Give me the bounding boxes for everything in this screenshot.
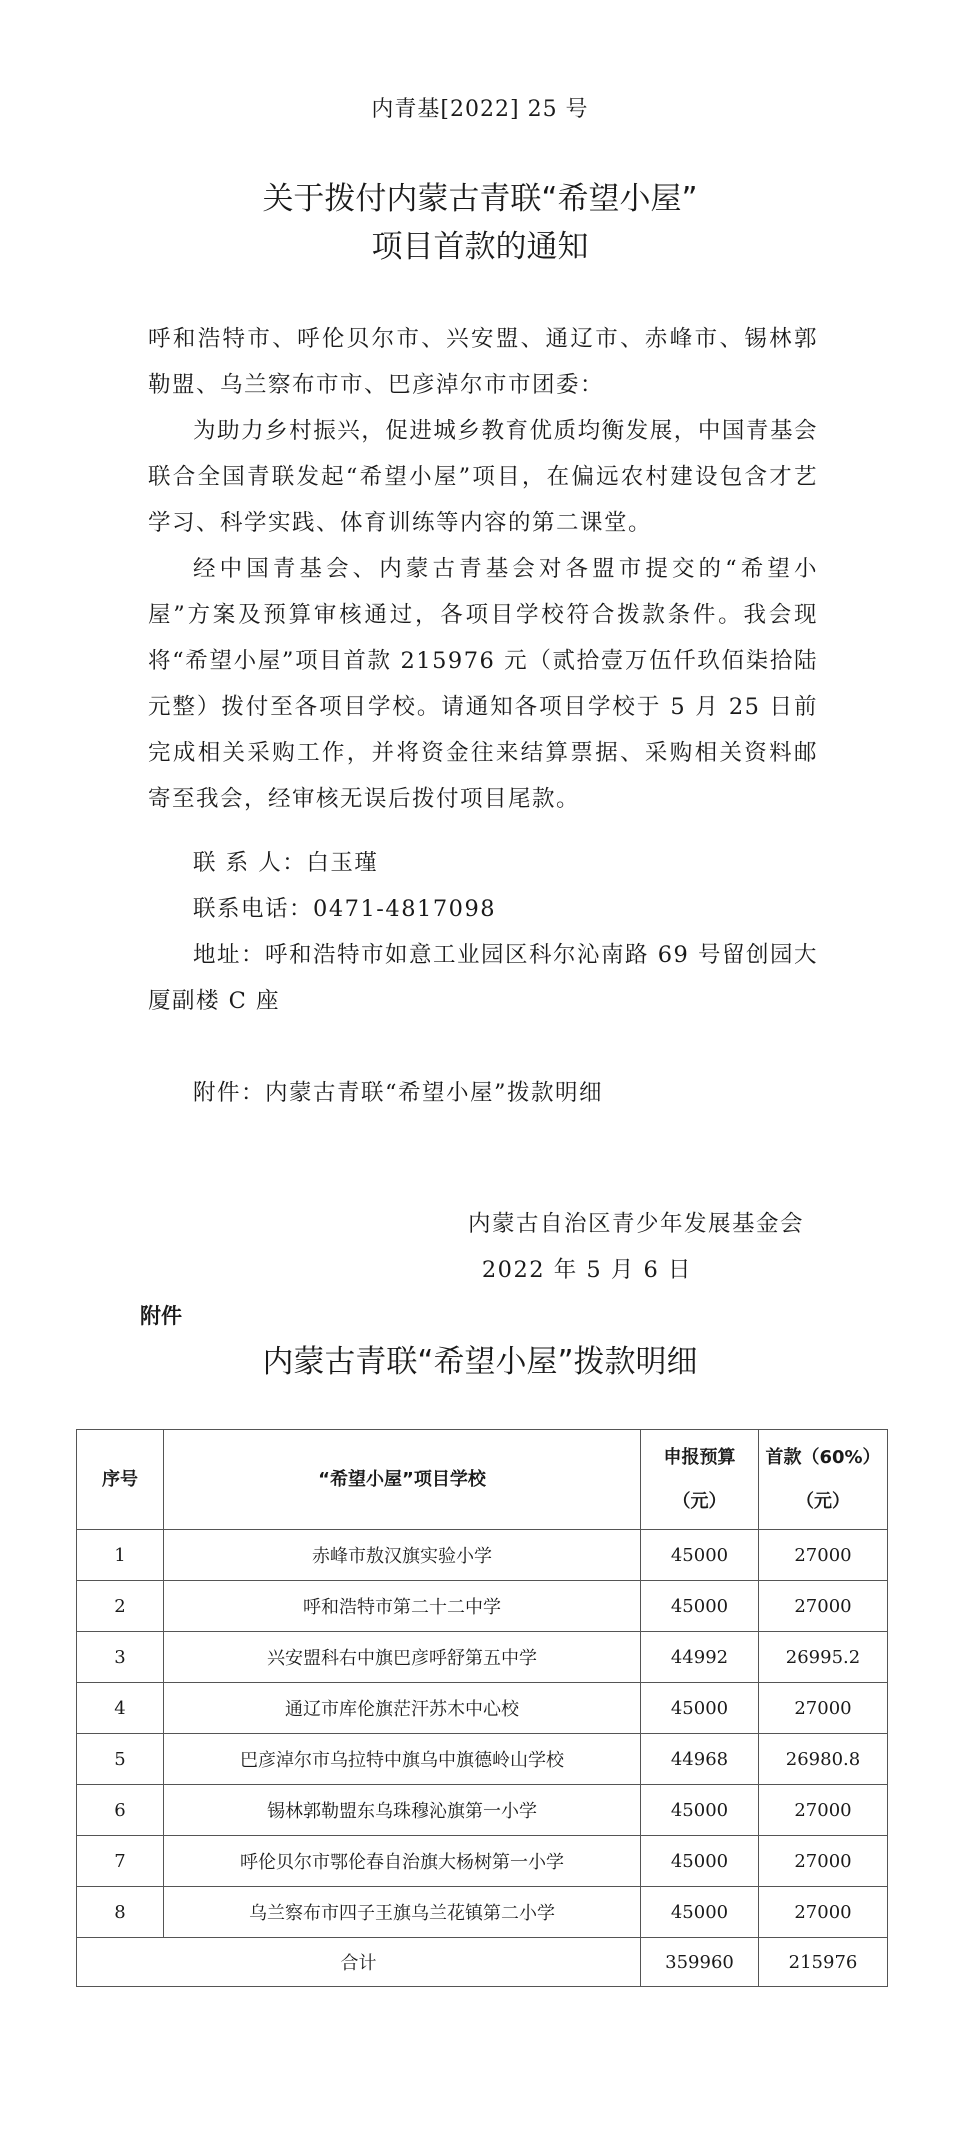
table-row	[77, 1581, 888, 1632]
address-label: 地址：	[193, 942, 266, 968]
row-no: 2	[77, 1581, 164, 1632]
address-text: 呼和浩特市如意工业园区科尔沁南路 69 号留创园大厦副楼 C 座	[148, 942, 818, 1014]
row-first-payment: 27000	[759, 1581, 888, 1632]
row-budget: 45000	[641, 1887, 759, 1938]
row-no: 8	[77, 1887, 164, 1938]
row-no: 1	[77, 1530, 164, 1581]
header-first-payment	[759, 1430, 888, 1530]
paragraph-text: 经中国青基会、内蒙古青基会对各盟市提交的“希望小屋”方案及预算审核通过，各项目学校符合拨款条件。我会现将“希望小屋”项目首款 215976 元（贰拾壹万伍仟玖佰柒拾陆元整）拨付至各项目学校。请通知各项目学校于 5 月 25 日前完成相关采购工作，并将资金往来结算票据、采购相关资料邮寄至我会，经审核无误后拨付项目尾款。	[148, 556, 818, 812]
row-school: 乌兰察布市四子王旗乌兰花镇第二小学	[164, 1887, 641, 1938]
row-school: 通辽市库伦旗茫汗苏木中心校	[164, 1683, 641, 1734]
contact-phone-number: 0471-4817098	[313, 896, 497, 922]
row-budget: 45000	[641, 1785, 759, 1836]
title-line-1: 关于拨付内蒙古青联“希望小屋”	[262, 181, 698, 217]
contact-phone	[148, 886, 818, 932]
row-school: 赤峰市敖汉旗实验小学	[164, 1530, 641, 1581]
header-budget-label: 申报预算	[663, 1446, 736, 1468]
table-row	[77, 1887, 888, 1938]
row-budget: 45000	[641, 1683, 759, 1734]
contact-person-label: 联 系 人：	[193, 850, 307, 876]
row-school: 锡林郭勒盟东乌珠穆沁旗第一小学	[164, 1785, 641, 1836]
total-label: 合计	[77, 1938, 641, 1987]
row-school: 呼和浩特市第二十二中学	[164, 1581, 641, 1632]
document-number: 内青基[2022] 25 号	[371, 97, 589, 122]
total-first-payment: 215976	[759, 1938, 888, 1987]
table-total-row	[77, 1938, 888, 1987]
contact-block	[148, 840, 818, 932]
row-school: 兴安盟科右中旗巴彦呼舒第五中学	[164, 1632, 641, 1683]
row-school: 呼伦贝尔市鄂伦春自治旗大杨树第一小学	[164, 1836, 641, 1887]
row-no: 6	[77, 1785, 164, 1836]
attachment-label: 附件	[140, 1304, 182, 1328]
attachment-title: 内蒙古青联“希望小屋”拨款明细	[262, 1344, 698, 1380]
recipients	[148, 316, 818, 408]
attachment-reference-text: 附件：内蒙古青联“希望小屋”拨款明细	[193, 1080, 604, 1106]
contact-address	[148, 932, 818, 1024]
total-budget: 359960	[641, 1938, 759, 1987]
row-no: 7	[77, 1836, 164, 1887]
table-header-row	[77, 1430, 888, 1530]
contact-person	[148, 840, 818, 886]
table-row	[77, 1785, 888, 1836]
row-school: 巴彦淖尔市乌拉特中旗乌中旗德岭山学校	[164, 1734, 641, 1785]
row-no: 3	[77, 1632, 164, 1683]
row-first-payment: 27000	[759, 1836, 888, 1887]
contact-person-name: 白玉瑾	[306, 850, 379, 876]
table-row	[77, 1530, 888, 1581]
address-block	[148, 932, 818, 1024]
body-paragraph-1	[148, 408, 818, 546]
attachment-reference	[148, 1070, 818, 1116]
contact-phone-label: 联系电话：	[193, 896, 314, 922]
row-no: 4	[77, 1683, 164, 1734]
header-no: 序号	[77, 1430, 164, 1530]
paragraph-text: 为助力乡村振兴，促进城乡教育优质均衡发展，中国青基会联合全国青联发起“希望小屋”项目，在偏远农村建设包含才艺学习、科学实践、体育训练等内容的第二课堂。	[148, 418, 818, 536]
row-first-payment: 26995.2	[759, 1632, 888, 1683]
header-school: “希望小屋”项目学校	[164, 1430, 641, 1530]
row-first-payment: 27000	[759, 1887, 888, 1938]
signature-organization: 内蒙古自治区青少年发展基金会	[467, 1211, 804, 1237]
row-first-payment: 26980.8	[759, 1734, 888, 1785]
row-budget: 44992	[641, 1632, 759, 1683]
recipients-text: 呼和浩特市、呼伦贝尔市、兴安盟、通辽市、赤峰市、锡林郭勒盟、乌兰察布市市、巴彦淖尔市市团委：	[148, 326, 818, 398]
row-budget: 44968	[641, 1734, 759, 1785]
row-first-payment: 27000	[759, 1530, 888, 1581]
table-row	[77, 1734, 888, 1785]
row-budget: 45000	[641, 1530, 759, 1581]
row-no: 5	[77, 1734, 164, 1785]
table-row	[77, 1683, 888, 1734]
body-paragraph-2	[148, 546, 818, 822]
signature-date: 2022 年 5 月 6 日	[481, 1257, 692, 1283]
header-first-unit: （元）	[796, 1490, 850, 1512]
row-budget: 45000	[641, 1581, 759, 1632]
row-budget: 45000	[641, 1836, 759, 1887]
header-budget	[641, 1430, 759, 1530]
header-budget-unit: （元）	[672, 1490, 727, 1512]
title-line-2: 项目首款的通知	[371, 229, 589, 265]
header-first-label: 首款（60%）	[765, 1446, 881, 1468]
table-row	[77, 1836, 888, 1887]
row-first-payment: 27000	[759, 1683, 888, 1734]
row-first-payment: 27000	[759, 1785, 888, 1836]
allocation-table	[76, 1429, 888, 1987]
notice-title	[0, 175, 960, 271]
table-row	[77, 1632, 888, 1683]
